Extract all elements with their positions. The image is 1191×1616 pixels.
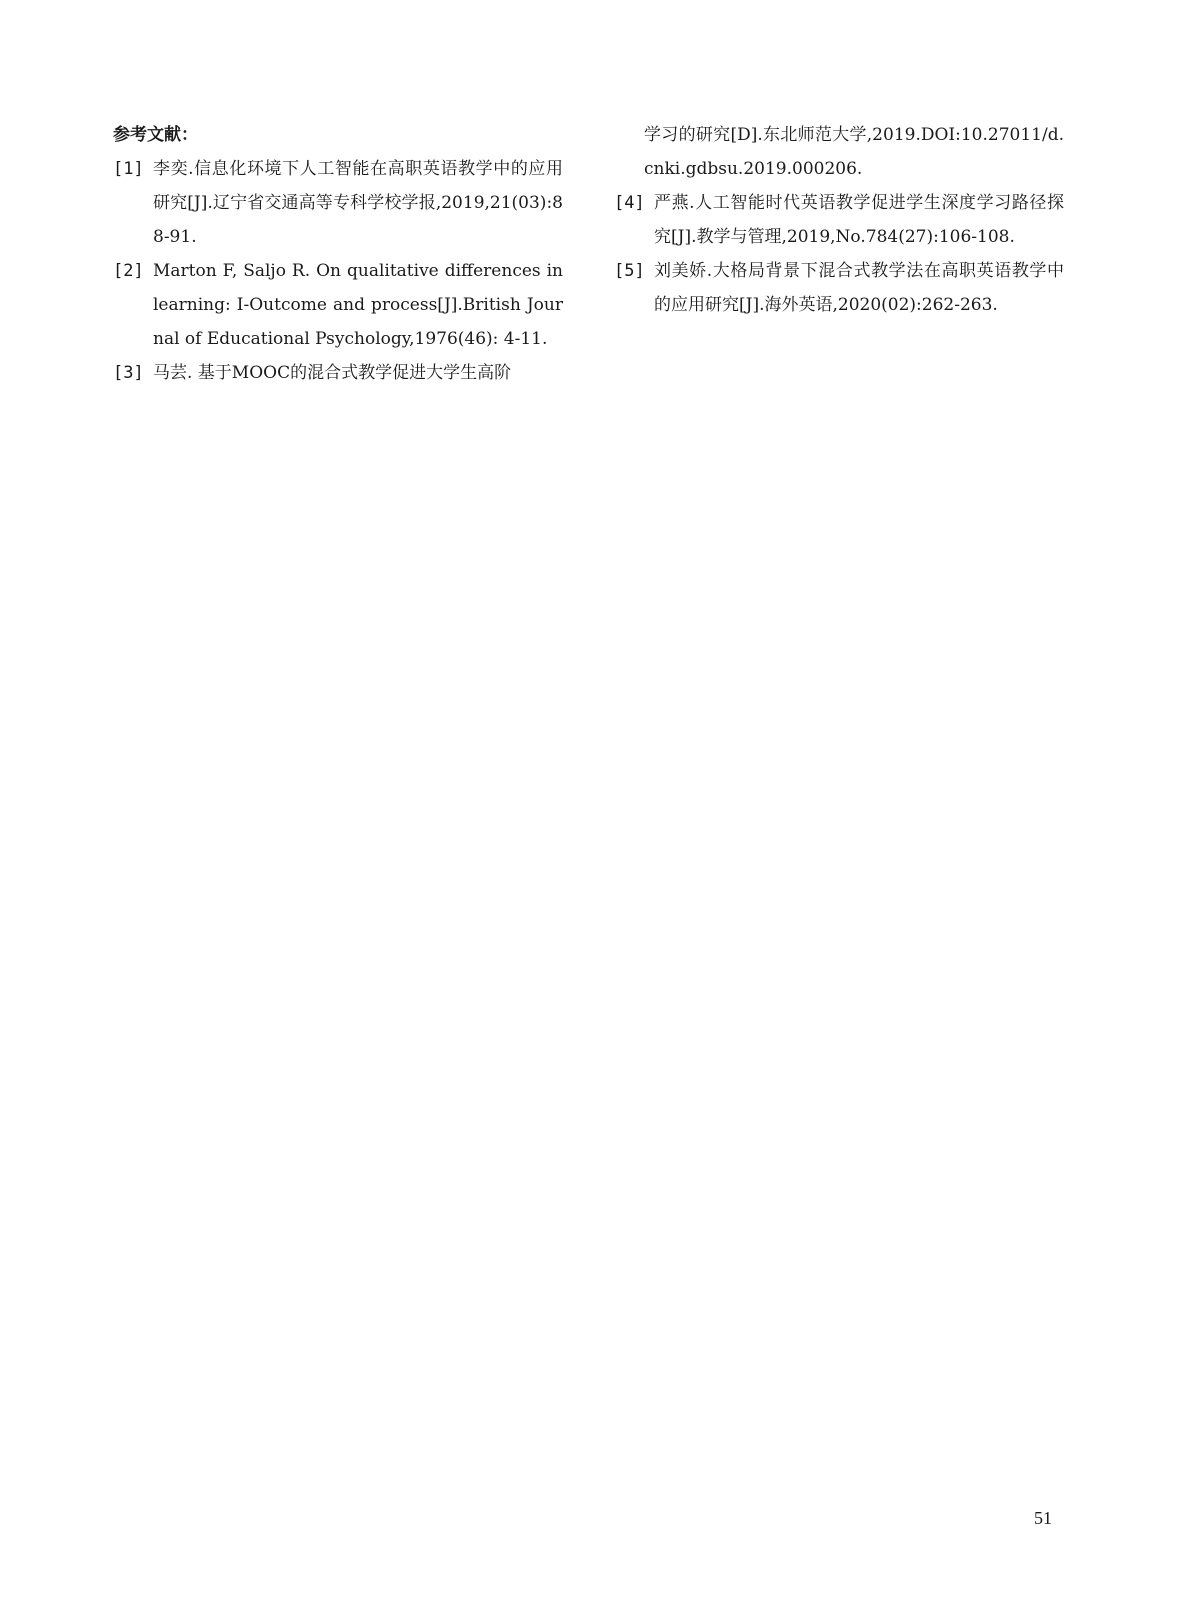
references-heading: 参考文献：	[113, 125, 198, 145]
reference-number: [2]	[113, 261, 144, 281]
reference-item-4	[614, 186, 1064, 254]
right-column	[614, 118, 1064, 322]
reference-number: [5]	[614, 261, 645, 281]
left-column	[113, 118, 563, 390]
reference-item-2	[113, 254, 563, 356]
reference-number: [3]	[113, 363, 144, 383]
page-number: 51	[1034, 1508, 1052, 1528]
reference-text: 刘美娇.大格局背景下混合式教学法在高职英语教学中的应用研究[J].海外英语,2020(02):262-263.	[654, 261, 1064, 315]
reference-item-5	[614, 254, 1064, 322]
reference-item-3	[113, 356, 563, 390]
reference-item-1	[113, 152, 563, 254]
reference-item-3-continuation: 学习的研究[D].东北师范大学,2019.DOI:10.27011/d.cnki.gdbsu.2019.000206.	[644, 125, 1064, 179]
reference-text: Marton F, Saljo R. On qualitative differences in learning: I-Outcome and process[J].British Journal of Educational Psychology,1976(46): 4-11.	[153, 261, 563, 349]
reference-text: 李奕.信息化环境下人工智能在高职英语教学中的应用研究[J].辽宁省交通高等专科学校学报,2019,21(03):88-91.	[153, 159, 563, 247]
reference-number: [1]	[113, 159, 144, 179]
reference-number: [4]	[614, 193, 645, 213]
reference-text: 严燕.人工智能时代英语教学促进学生深度学习路径探究[J].教学与管理,2019,No.784(27):106-108.	[654, 193, 1064, 247]
reference-text: 马芸. 基于MOOC的混合式教学促进大学生高阶	[153, 363, 512, 383]
